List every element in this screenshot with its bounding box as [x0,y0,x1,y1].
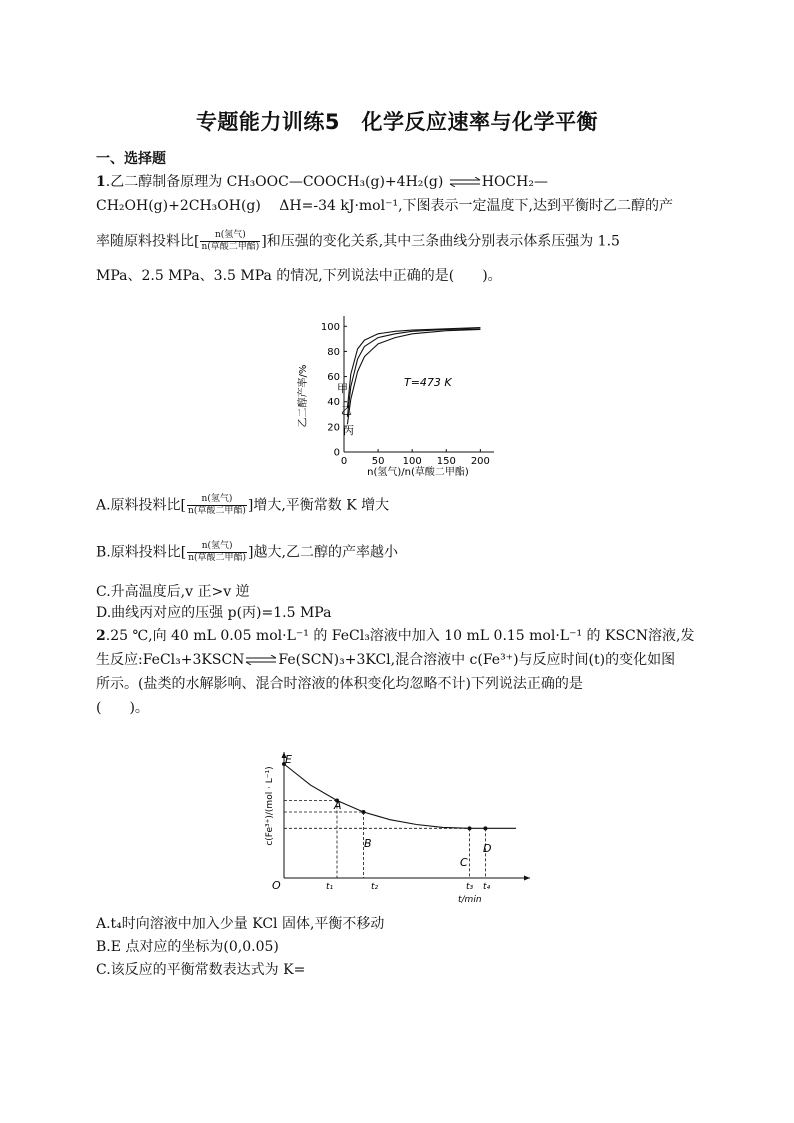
curve-label-jia: 甲 [337,382,348,395]
q2-line2: 生反应:FeCl₃+3KSCN Fe(SCN)₃+3KCl,混合溶液中 c(Fe³⁺)与反应时间(t)的变化如图 [96,652,676,668]
point-label-b: B [364,837,372,850]
yield-chart [258,308,508,480]
q1-option-d[interactable]: D.曲线丙对应的压强 p(丙)=1.5 MPa [96,605,332,621]
chart1-y-tick-label: 60 [327,372,340,384]
chart1-y-tick-label: 20 [327,422,340,434]
q2-text-3: 所示。(盐类的水解影响、混合时溶液的体积变化均忽略不计)下列说法正确的是 [96,676,583,692]
chart1-y-label: 乙二醇产率/% [298,364,309,428]
chart1-series-1 [347,329,480,417]
chart2-x-arrow [524,876,530,881]
ratio-fraction: $\frac{\text{n(氢气)}}{\text{n(草酸二甲酯)}}$ [201,230,260,252]
chart1-y-tick-label: 80 [327,346,340,358]
chart1-x-tick-label: 50 [371,456,385,467]
origin-label: O [272,879,281,892]
page-title: 专题能力训练5 化学反应速率与化学平衡 [195,110,599,134]
q2-text-4: ( )。 [96,700,149,716]
chart1-x-tick-label: 100 [402,456,422,467]
section-heading: 一、选择题 [96,151,166,167]
chart1-annotation: T=473 K [404,376,452,389]
chart1-y-tick-label: 0 [333,447,340,459]
point-label-d: D [483,842,492,855]
q1-option-c[interactable]: C.升高温度后,v 正>v 逆 [96,584,250,600]
chart1-y-tick-label: 100 [320,321,340,333]
q2-option-c[interactable]: C.该反应的平衡常数表达式为 K= [96,962,306,978]
q1-line3 [96,230,620,253]
q1-text-4: MPa、2.5 MPa、3.5 MPa 的情况,下列说法中正确的是( )。 [96,268,502,284]
chart1-x-tick-label: 150 [436,456,456,467]
tick-t1: t₁ [326,882,334,892]
q1-text-2: CH₂OH(g)+2CH₃OH(g) ΔH=-34 kJ·mol⁻¹,下图表示一定温度下,达到平衡时乙二醇的产 [96,198,673,214]
q2-line1: 2.25 ℃,向 40 mL 0.05 mol·L⁻¹ 的 FeCl₃溶液中加入 10 mL 0.15 mol·L⁻¹ 的 KSCN溶液,发 [96,628,695,644]
chart1-x-label: n(氢气)/n(草酸二甲酯) [367,467,469,478]
q1-number: 1 [96,174,106,190]
q1-text-3b: ]和压强的变化关系,其中三条曲线分别表示体系压强为 1.5 [261,233,620,250]
q1-text-1: .乙二醇制备原理为 CH₃OOC—COOCH₃(g)+4H₂(g) [105,174,444,190]
q2-number: 2 [96,628,106,644]
q1-text-3a: 率随原料投料比[ [96,233,200,250]
curve-label-yi: 乙 [341,404,352,417]
chart1-x-tick-label: 0 [340,456,348,467]
q1-option-b[interactable]: B.原料投料比[ $\frac{\text{n(氢气)}}{\text{n(草酸二甲酯)}}$ ]越大,乙二醇的产率越小 [96,541,398,563]
q1-option-a[interactable]: A.原料投料比[ $\frac{\text{n(氢气)}}{\text{n(草酸二甲酯)}}$ ]增大,平衡常数 K 增大 [96,494,390,516]
q2-option-a[interactable]: A.t₄时向溶液中加入少量 KCl 固体,平衡不移动 [96,916,385,932]
chart2-y-label: c(Fe³⁺)/(mol · L⁻¹) [265,766,275,846]
equilibrium-arrow-icon [448,177,482,187]
q1-line1 [96,172,548,192]
point-label-e: E [285,753,292,766]
tick-t4: t₄ [483,882,491,892]
concentration-chart [262,748,544,906]
point-label-a: A [334,799,342,812]
ratio-fraction: $\frac{\text{n(氢气)}}{\text{n(草酸二甲酯)}}$ [188,494,246,516]
point-label-c: C [460,856,468,869]
q1-text-1b: HOCH₂— [481,174,548,190]
ratio-fraction: $\frac{\text{n(氢气)}}{\text{n(草酸二甲酯)}}$ [188,541,247,563]
chart2-series [284,764,516,828]
curve-label-bing: 丙 [343,424,354,437]
chart1-series-0 [347,328,480,409]
chart2-x-label: t/min [458,895,482,905]
equilibrium-arrow-icon [244,655,278,665]
tick-t2: t₂ [371,882,379,892]
chart1-x-tick-label: 200 [470,456,490,467]
q2-option-b[interactable]: B.E 点对应的坐标为(0,0.05) [96,939,279,955]
chart1-y-tick-label: 40 [327,397,340,409]
tick-t3: t₃ [466,882,474,892]
